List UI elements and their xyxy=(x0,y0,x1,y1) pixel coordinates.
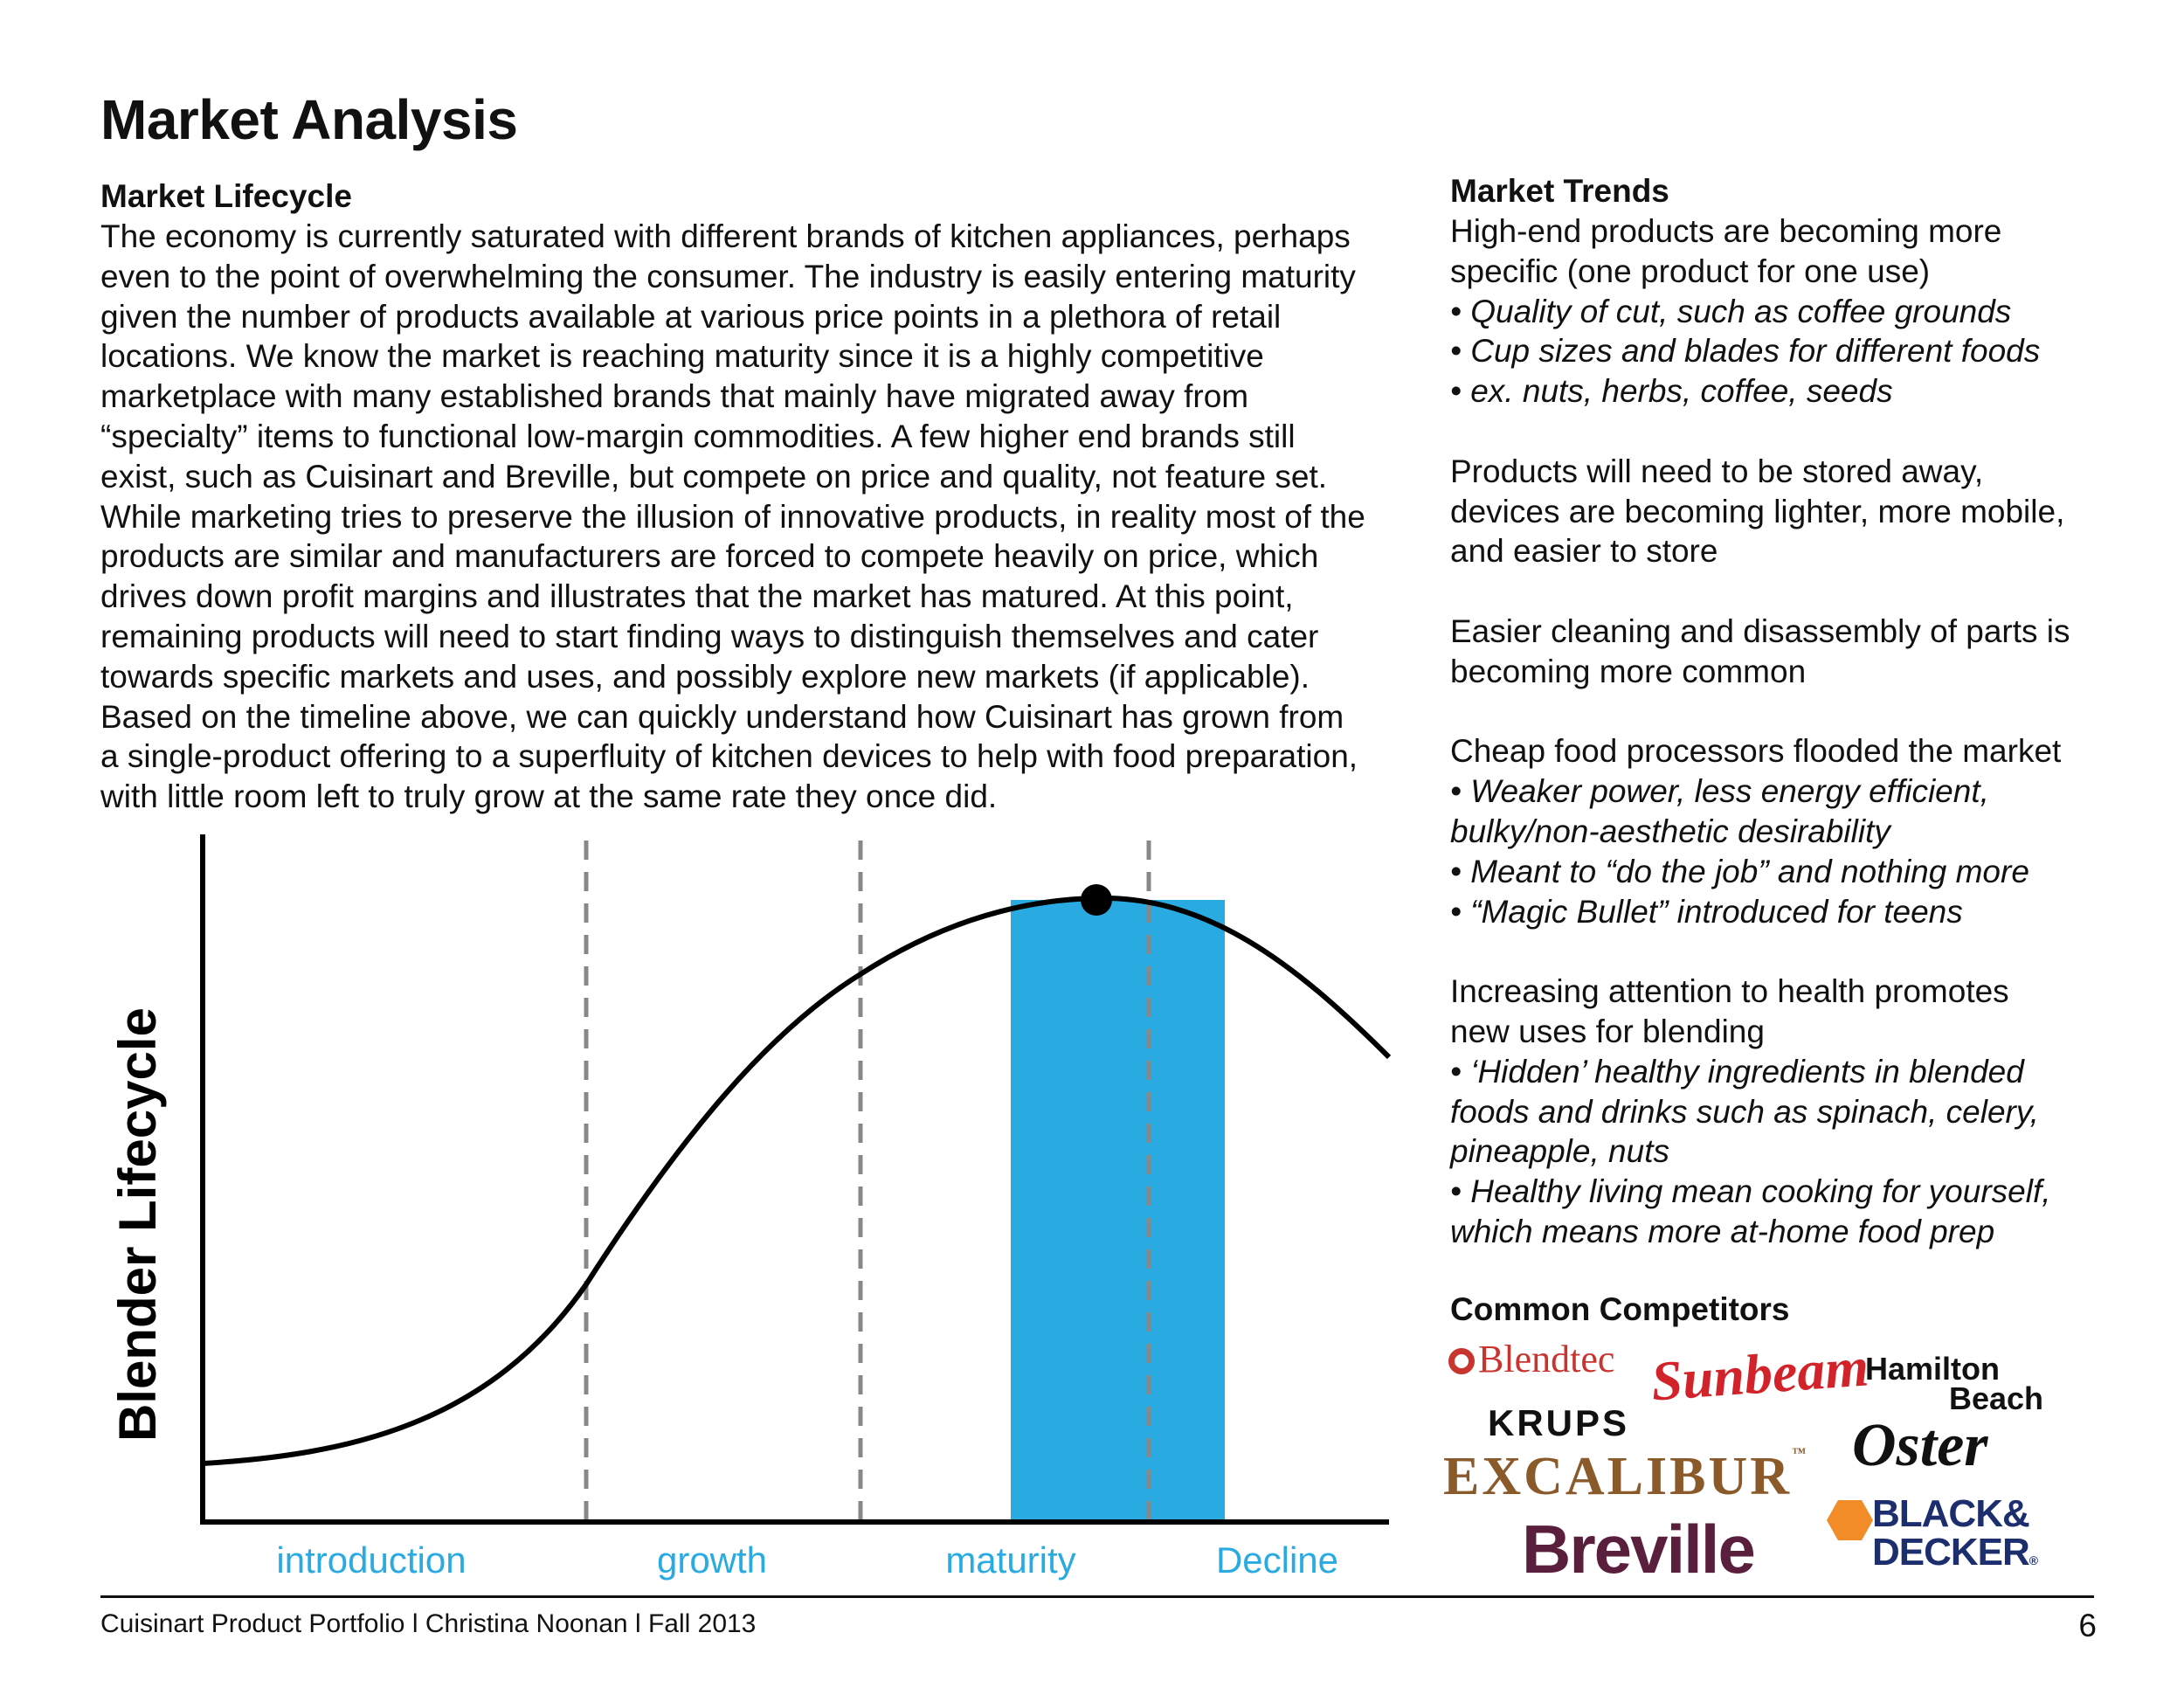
lifecycle-line: a single-product offering to a superfluity of kitchen devices to help with food preparation, xyxy=(100,738,1358,775)
lifecycle-line: “specialty” items to functional low-margin commodities. A few higher end brands still xyxy=(100,418,1296,454)
trends-bullet-line: • Weaker power, less energy efficient, xyxy=(1450,773,1989,810)
page-title: Market Analysis xyxy=(100,88,518,151)
trends-spacer xyxy=(1450,931,2184,972)
footer-divider xyxy=(100,1595,2094,1598)
lifecycle-line: drives down profit margins and illustrates that the market has matured. At this point, xyxy=(100,578,1294,615)
trends-line: Increasing attention to health promotes xyxy=(1450,973,2009,1010)
krups-logo: KRUPS xyxy=(1488,1402,1630,1443)
lifecycle-line: marketplace with many established brands that mainly have migrated away from xyxy=(100,378,1249,415)
trends-line: devices are becoming lighter, more mobile, xyxy=(1450,493,2065,529)
trends-bullet-line: • ex. nuts, herbs, coffee, seeds xyxy=(1450,373,1893,410)
market-trends-body xyxy=(1450,211,2184,1252)
footer-text: Cuisinart Product Portfolio l Christina Noonan l Fall 2013 xyxy=(100,1609,757,1638)
trends-bullet-line: foods and drinks such as spinach, celery, xyxy=(1450,1093,2039,1130)
lifecycle-line: While marketing tries to preserve the illusion of innovative products, in reality most of the xyxy=(100,498,1365,535)
stage-label-introduction: introduction xyxy=(276,1539,467,1581)
sunbeam-logo: Sunbeam xyxy=(1648,1335,1871,1413)
trends-line: Easier cleaning and disassembly of parts is xyxy=(1450,612,2070,649)
trends-spacer xyxy=(1450,692,2184,732)
trends-line: new uses for blending xyxy=(1450,1013,1765,1049)
lifecycle-line: exist, such as Cuisinart and Breville, but compete on price and quality, not feature set. xyxy=(100,458,1328,495)
lifecycle-line: with little room left to truly grow at the same rate they once did. xyxy=(100,778,998,815)
lifecycle-line: given the number of products available at various price points in a plethora of retail xyxy=(100,298,1282,335)
trends-bullet-line: • Cup sizes and blades for different foods xyxy=(1450,333,2041,370)
breville-logo: Breville xyxy=(1522,1511,1754,1588)
stage-label-maturity: maturity xyxy=(945,1539,1076,1581)
trends-bullet-line: which means more at-home food prep xyxy=(1450,1213,1995,1249)
maturity-highlight-band xyxy=(1011,900,1225,1520)
lifecycle-line: even to the point of overwhelming the consumer. The industry is easily entering maturity xyxy=(100,258,1356,294)
trends-bullet-line: pineapple, nuts xyxy=(1450,1133,1669,1170)
oster-logo: Oster xyxy=(1852,1412,1988,1479)
trends-line: High-end products are becoming more xyxy=(1450,213,2002,249)
market-trends-section xyxy=(1450,171,2184,1252)
competitors-heading: Common Competitors xyxy=(1450,1291,1790,1327)
y-axis-label: Blender Lifecycle xyxy=(108,1007,167,1442)
trends-spacer xyxy=(1450,412,2184,452)
trends-line: becoming more common xyxy=(1450,653,1807,689)
blendtec-swirl-icon xyxy=(1448,1348,1475,1374)
trends-bullet-line: • Quality of cut, such as coffee grounds xyxy=(1450,293,2012,329)
lifecycle-line: Based on the timeline above, we can quickly understand how Cuisinart has grown from xyxy=(100,698,1344,735)
lifecycle-line: products are similar and manufacturers are forced to compete heavily on price, which xyxy=(100,538,1319,575)
page-number: 6 xyxy=(2078,1608,2097,1643)
trends-bullet-line: • ‘Hidden’ healthy ingredients in blended xyxy=(1450,1053,2024,1090)
stage-label-growth: growth xyxy=(656,1539,768,1581)
black-decker-hexagon-icon xyxy=(1826,1498,1874,1542)
lifecycle-line: locations. We know the market is reaching maturity since it is a highly competitive xyxy=(100,338,1264,375)
market-lifecycle-heading: Market Lifecycle xyxy=(100,178,352,214)
trends-line: Products will need to be stored away, xyxy=(1450,453,1984,489)
lifecycle-line: towards specific markets and uses, and possibly explore new markets (if applicable). xyxy=(100,658,1310,695)
trends-bullet-line: • Healthy living mean cooking for yourself, xyxy=(1450,1173,2051,1210)
excalibur-logo: EXCALIBUR™ xyxy=(1443,1446,1809,1506)
trends-line: Cheap food processors flooded the market xyxy=(1450,733,2062,770)
lifecycle-line: remaining products will need to start finding ways to distinguish themselves and cater xyxy=(100,618,1319,654)
trends-line: and easier to store xyxy=(1450,533,1718,570)
trends-line: specific (one product for one use) xyxy=(1450,253,1931,289)
blendtec-logo: Blendtec xyxy=(1448,1337,1614,1381)
hamilton-beach-logo: Hamilton Beach xyxy=(1865,1351,2044,1416)
market-trends-heading: Market Trends xyxy=(1450,173,1669,209)
lifecycle-line: The economy is currently saturated with different brands of kitchen appliances, perhaps xyxy=(100,218,1351,254)
trends-spacer xyxy=(1450,571,2184,612)
trends-bullet-line: bulky/non-aesthetic desirability xyxy=(1450,813,1890,849)
trends-bullet-line: • “Magic Bullet” introduced for teens xyxy=(1450,893,1963,930)
trends-bullet-line: • Meant to “do the job” and nothing more xyxy=(1450,853,2029,889)
stage-label-decline: Decline xyxy=(1215,1539,1339,1581)
current-position-marker xyxy=(1081,884,1112,916)
